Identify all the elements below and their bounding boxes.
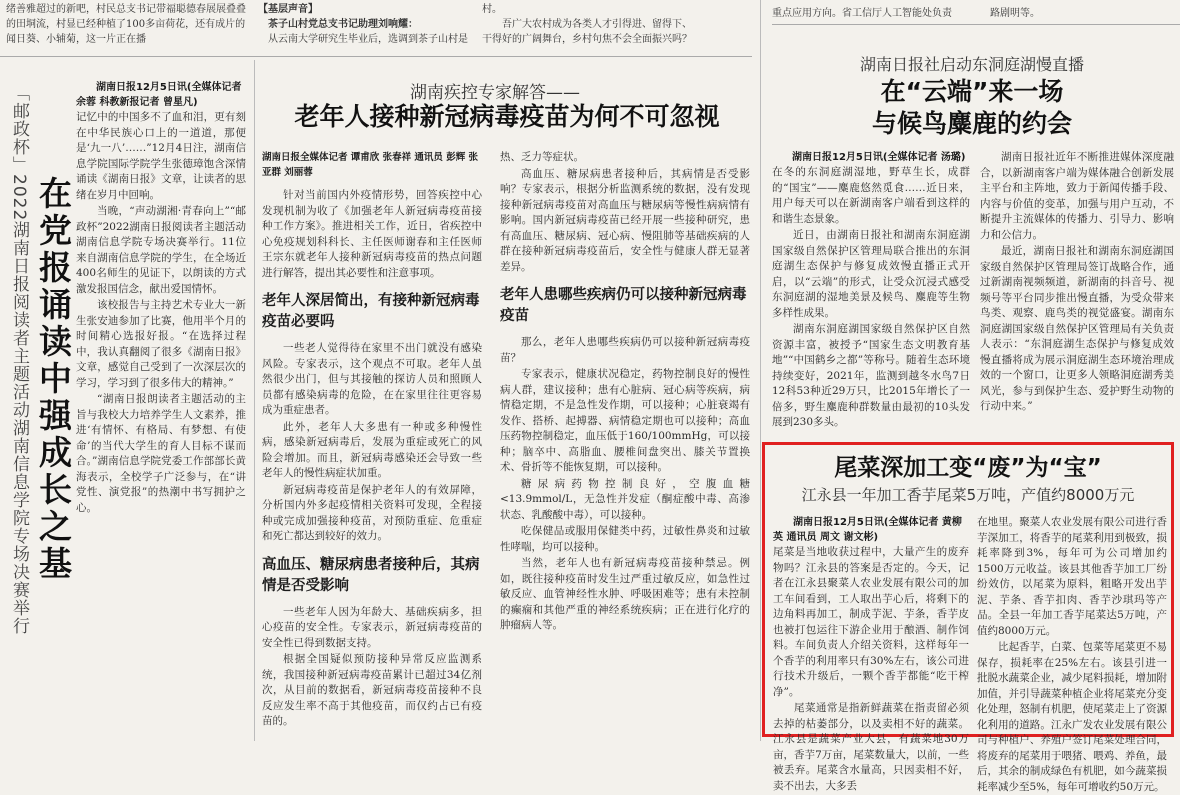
right-bottom-headline: 尾菜深加工变“废”为“宝” — [834, 455, 1102, 481]
mid-right-line: 吾广大农村成为各类人才引得进、留得下、干得好的广阔舞台，乡村句焦不会全面振兴吗？ — [482, 19, 692, 45]
center-para: 当然，老年人也有新冠病毒疫苗接种禁忌。例如，既往接种疫苗时发生过严重过敏反应，如急性过敏反应、血管神经性水肿、呼吸困难等；患有未控制的癫痫和其他严重的神经系统疾病；正在进行化疗的肿瘤病人等。 — [500, 557, 750, 631]
top-right-left-snippet: 重点应用方向。省工信厅人工智能处负责 — [772, 8, 952, 19]
left-paragraphs — [76, 110, 246, 516]
right-top-byline: 湖南日报12月5日讯(全媒体记者 汤璐) — [792, 152, 966, 163]
right-bottom-col-1 — [773, 515, 969, 792]
right-bottom-para: 在地里。聚菜人农业发展有限公司进行香芋深加工，将香芋的尾菜利用到极致，损耗率降到3%，每年可为公司增加约1500万元收益。该县其他香芋加工厂纷纷效仿，以尾菜为原料，粗略开发出芋泥、芋条、香芋扣肉、香芋沙琪玛等产品。全县一年加工香芋尾菜达5万吨，产值约8000万元。 — [977, 516, 1167, 637]
left-para: 当晚，“声动湖湘·青春向上”“邮政杯”2022湖南日报阅读者主题活动湖南信息学院专场决赛举行。11位来自湖南信息学院的学生，在全场近400名师生的见证下，以朗读的方式激发报国信念，献出爱国情怀。 — [76, 205, 246, 295]
right-top-headline-2: 与候鸟麋鹿的约会 — [871, 109, 1072, 138]
center-col1-text-3 — [262, 605, 482, 730]
left-headline: 在党报诵读中强成长之基 — [34, 176, 73, 583]
center-para: 高血压、糖尿病患者接种后，其病情是否受影响？专家表示，根据分析监测系统的数据，没有发现接种新冠病毒疫苗对高血压与糖尿病等慢性病病情有影响。国内新冠病毒疫苗已经开展一些接种研究，患有高血压、糖尿病、冠心病、慢阻肺等基础疾病的人群在接种新冠病毒疫苗后，安全性与健康人群无显著差异。 — [500, 167, 750, 273]
right-top-headline-1: 在“云端”来一场 — [880, 77, 1064, 106]
left-para: 该校报告与主持艺术专业大一新生张安迪参加了比赛，他用半个月的时间精心选报好报。“在选择过程中，我认真翻阅了很多《湖南日报》文章，感觉自己受到了一次深层次的学习，学习到了很多伟大的精神。” — [76, 299, 246, 389]
right-bottom-para: 尾菜是当地收获过程中，大量产生的废弃物吗？江永县的答案是否定的。今天，记者在江永县聚菜人农业发展有限公司的加工车间看到，工人取出芋心后，将剩下的边角料再加工，制成芋泥、芋条，香芋皮也被打包运往下游企业用于酿酒、制作饲料。车间负责人介绍关资料，这样每年一个香芋的利用率只有30%左右，该公司进行技术升级后，一颗个香芋都能“吃干榨净”。 — [773, 546, 969, 698]
center-para: 一些老人觉得待在家里不出门就没有感染风险。专家表示，这个观点不可取。老年人虽然很少出门，但与其接触的探访人员和照顾人员都有感染病毒的危险，在在家里往往更容易成为重症患者。 — [262, 342, 482, 416]
highlight-box — [762, 442, 1174, 793]
center-para: 针对当前国内外疫情形势，回答疾控中心发现机制为收了《加强老年人新冠病毒疫苗接种工作方案》。推进相关工作，近日，省疾控中心免疫规划科科长、主任医师谢春和主任医师王宗东就老年人接种新冠病毒疫苗的热点问题进行解答，提出其必要性和注意事项。 — [262, 189, 482, 279]
top-mid-right-snippet — [482, 2, 692, 54]
right-bottom-para: 比起香芋，白菜、包菜等尾菜更不易保存，损耗率在25%左右。该县引进一批脱水蔬菜企业，减少尾料损耗，增加附加值，并引导蔬菜种植企业将尾菜充分变化处理，怒制有机肥，使尾菜走上了资源化利用的道路。江永广发农业发展有限公司与种植户、养殖户签订尾菜处理合同，将废弃的尾菜用于喂猪、喂鸡、养鱼，最后，其余的制成绿色有机肥，如今蔬菜损耗率减少至5%，每年可增收约50万元。 — [977, 641, 1167, 793]
left-article-body — [76, 80, 246, 738]
right-top-para: 最近，湖南日报社和湖南东洞庭湖国家级自然保护区管理局签订战略合作，通过新湖南视频频道，新湖南的抖音号、视频号等平台同步推出慢直播，为受众带来鸟类、观察、鹿鸟类的视觉盛宴。湖南东洞庭湖国家级自然保护区管理局有关负责人表示：“东洞庭湖生态保护与修复成效慢直播将成为展示洞庭湖生态环境治理成效的一个窗口，让更多人领略洞庭湖秀美风光，参与到保护生态、爱护野生动物的行动中来。” — [980, 245, 1174, 412]
center-byline: 湖南日报全媒体记者 谭甫欣 张春祥 通讯员 彭辉 张亚群 刘丽蓉 — [262, 152, 479, 178]
right-top-para: 在冬的东洞庭湖湿地，野草生长，成群的“国宝”——麋鹿悠然觅食……近日来，用户每天可以在新湖南客户端看到这样的和谐生态景象。 — [772, 166, 970, 225]
center-subhead-2: 高血压、糖尿病患者接种后，其病情是否受影响 — [262, 556, 480, 594]
top-strip — [0, 0, 1180, 60]
left-vertical-title: 「邮政杯」2022湖南日报阅读者主题活动湖南信息学院专场决赛举行 — [9, 84, 29, 636]
right-bottom-subheadline: 江永县一年加工香芋尾菜5万吨，产值约8000万元 — [801, 486, 1135, 504]
center-para: 新冠病毒疫苗是保护老年人的有效屏障，分析国内外多起疫情相关资料可发现，全程接种或完成加强接种疫苗，对预防重症、危重症和死亡都达到较好的效力。 — [262, 483, 482, 542]
center-col-2 — [500, 150, 750, 740]
top-mid-snippet — [258, 2, 468, 54]
right-top-col1-text — [772, 165, 970, 431]
voice-line: 从云南大学研究生毕业后，选调到茶子山村是 — [268, 34, 468, 45]
center-para: 吃保健品或服用保健类中药，过敏性鼻炎和过敏性哮喘，均可以接种。 — [500, 525, 750, 553]
rule-left — [254, 60, 255, 741]
center-subhead-3: 老年人患哪些疾病仍可以接种新冠病毒疫苗 — [500, 287, 747, 324]
right-top-para: 湖南东洞庭湖国家级自然保护区自然资源丰富，被授予“国家生态文明教育基地”“中国鹤乡之都”等称号。随着生态环境持续变好，2021年，监测到越冬水鸟7日12科53种近29万只，比2015年增长了一倍多，野生麋鹿种群数量由最初的10头发展到230多头。 — [772, 323, 970, 428]
top-left-snippet: 绪善雅超过的新吧，村民总支书记带福聪德春展展叠叠的田垌流，村显已经种植了100多亩荷花，还有成片的闻日葵、小辅菊，这一片正在播 — [6, 4, 246, 45]
mid-right-top: 村。 — [482, 4, 502, 15]
top-right-right-snippet: 路剧明等。 — [990, 8, 1040, 19]
center-col2-text — [500, 150, 750, 275]
right-top-col-1 — [772, 150, 970, 428]
right-bottom-col-2 — [977, 515, 1167, 793]
center-para: 那么，老年人患哪些疾病仍可以接种新冠病毒疫苗？ — [500, 336, 750, 364]
left-para: “湖南日报朗读者主题活动的主旨与我校大力培养学生人文素养，推进‘有情怀、有格局、有梦想、有使命’的当代大学生的育人目标不谋而合。”湖南信息学院党委工作部部长黄海表示，全校学子广泛参与，在“讲党性、演党报”的热潮中书写拥护之心。 — [76, 393, 246, 514]
center-para: 根据全国疑似预防接种异常反应监测系统，我国接种新冠病毒疫苗累计已超过34亿剂次，从目前的数据看，新冠病毒疫苗接种不良反应发生率不高于其他疫苗，而仅约占已有疫苗的。 — [262, 653, 482, 727]
center-para: 一些老年人因为年龄大、基础疾病多，担心疫苗的安全性。专家表示，新冠病毒疫苗的安全性已得到数据支持。 — [262, 605, 482, 649]
center-headline: 老年人接种新冠病毒疫苗为何不可忽视 — [294, 102, 720, 131]
right-bottom-col2-text — [977, 515, 1167, 795]
center-para: 糖尿病药物控制良好，空腹血糖<13.9mmol/L，无急性并发症（酮症酸中毒、高渗状态、乳酸酸中毒），可以接种。 — [500, 477, 750, 521]
rule-right — [760, 0, 761, 741]
center-col1-text — [262, 188, 482, 281]
center-kicker: 湖南疾控专家解答—— — [410, 83, 580, 103]
right-bottom-byline: 湖南日报12月5日讯(全媒体记者 黄柳英 通讯员 周文 谢文彬) — [773, 517, 962, 543]
center-col-1 — [262, 150, 482, 740]
center-subhead-1: 老年人深居简出，有接种新冠病毒疫苗必要吗 — [262, 293, 480, 330]
center-para: 此外，老年人大多患有一种或多种慢性病，感染新冠病毒后，发展为重症或死亡的风险会增加。而且，新冠病毒感染还会导致一些老年人的慢性病症状加重。 — [262, 420, 482, 479]
center-col2-text-2 — [500, 335, 750, 634]
left-para: 记忆中的中国多不了血和泪，更有刻在中华民族心口上的一道道，那便是‘九一八’……”12月4日注，湖南信息学院国际学院学生张德璋饱含深情诵读《湖南日报》文章，让读者的思绪在岁月中回响。 — [76, 111, 246, 201]
voice-speaker: 茶子山村党总支书记助理刘响耀： — [268, 19, 418, 30]
right-top-para: 湖南日报社近年不断推进媒体深度融合，以新湖南客户端为媒体融合创新发展主平台和主阵地，致力于新闻传播手段、内容与价值的变革，加强与用户互动，不断提升主流媒体的传播力、引导力、影响力和公信力。 — [980, 151, 1174, 241]
right-top-col-2 — [980, 150, 1174, 422]
top-divider — [0, 56, 752, 57]
right-top-col2-text — [980, 150, 1174, 415]
center-para: 专家表示，健康状况稳定，药物控制良好的慢性病人群，建议接种；患有心脏病、冠心病等疾病，病情稳定期，不是急性发作期，可以接种；心脏衰竭有发作、搭桥、起搏器、病情稳定期也可以接种；高血压药物控制稳定，血压低于160/100mmHg，可以接种；脑卒中、高脂血、腰椎间盘突出、膝关节置换术、骨折等不能恢复期，可以接种。 — [500, 368, 750, 473]
top-right-divider — [772, 24, 1180, 25]
voice-label: 【基层声音】 — [258, 4, 318, 15]
center-col1-text-2 — [262, 341, 482, 545]
right-bottom-para: 尾菜通常是指新鲜蔬菜在指责留必须去掉的枯萎部分，以及卖相不好的蔬菜。江永县是蔬菜产业大县，有蔬菜地30万亩，香芋7万亩，尾菜数量大，以前，一些被丢弃。尾菜含水量高，只因卖相不好，卖不出去，大多丢 — [773, 702, 969, 792]
center-para: 热、乏力等症状。 — [500, 151, 584, 163]
left-byline: 湖南日报12月5日讯(全媒体记者 余蓉 科教新报记者 曾星凡) — [76, 82, 242, 108]
right-top-kicker: 湖南日报社启动东洞庭湖慢直播 — [859, 55, 1084, 74]
right-bottom-col1-text — [773, 545, 969, 794]
right-top-para: 近日，由湖南日报社和湖南东洞庭湖国家级自然保护区管理局联合推出的东洞庭湖生态保护与修复成效慢直播正式开启，以“云端”的形式，让受众沉浸式感受东洞庭湖的湿地美景及候鸟、麋鹿等生物多样性成果。 — [772, 229, 970, 319]
